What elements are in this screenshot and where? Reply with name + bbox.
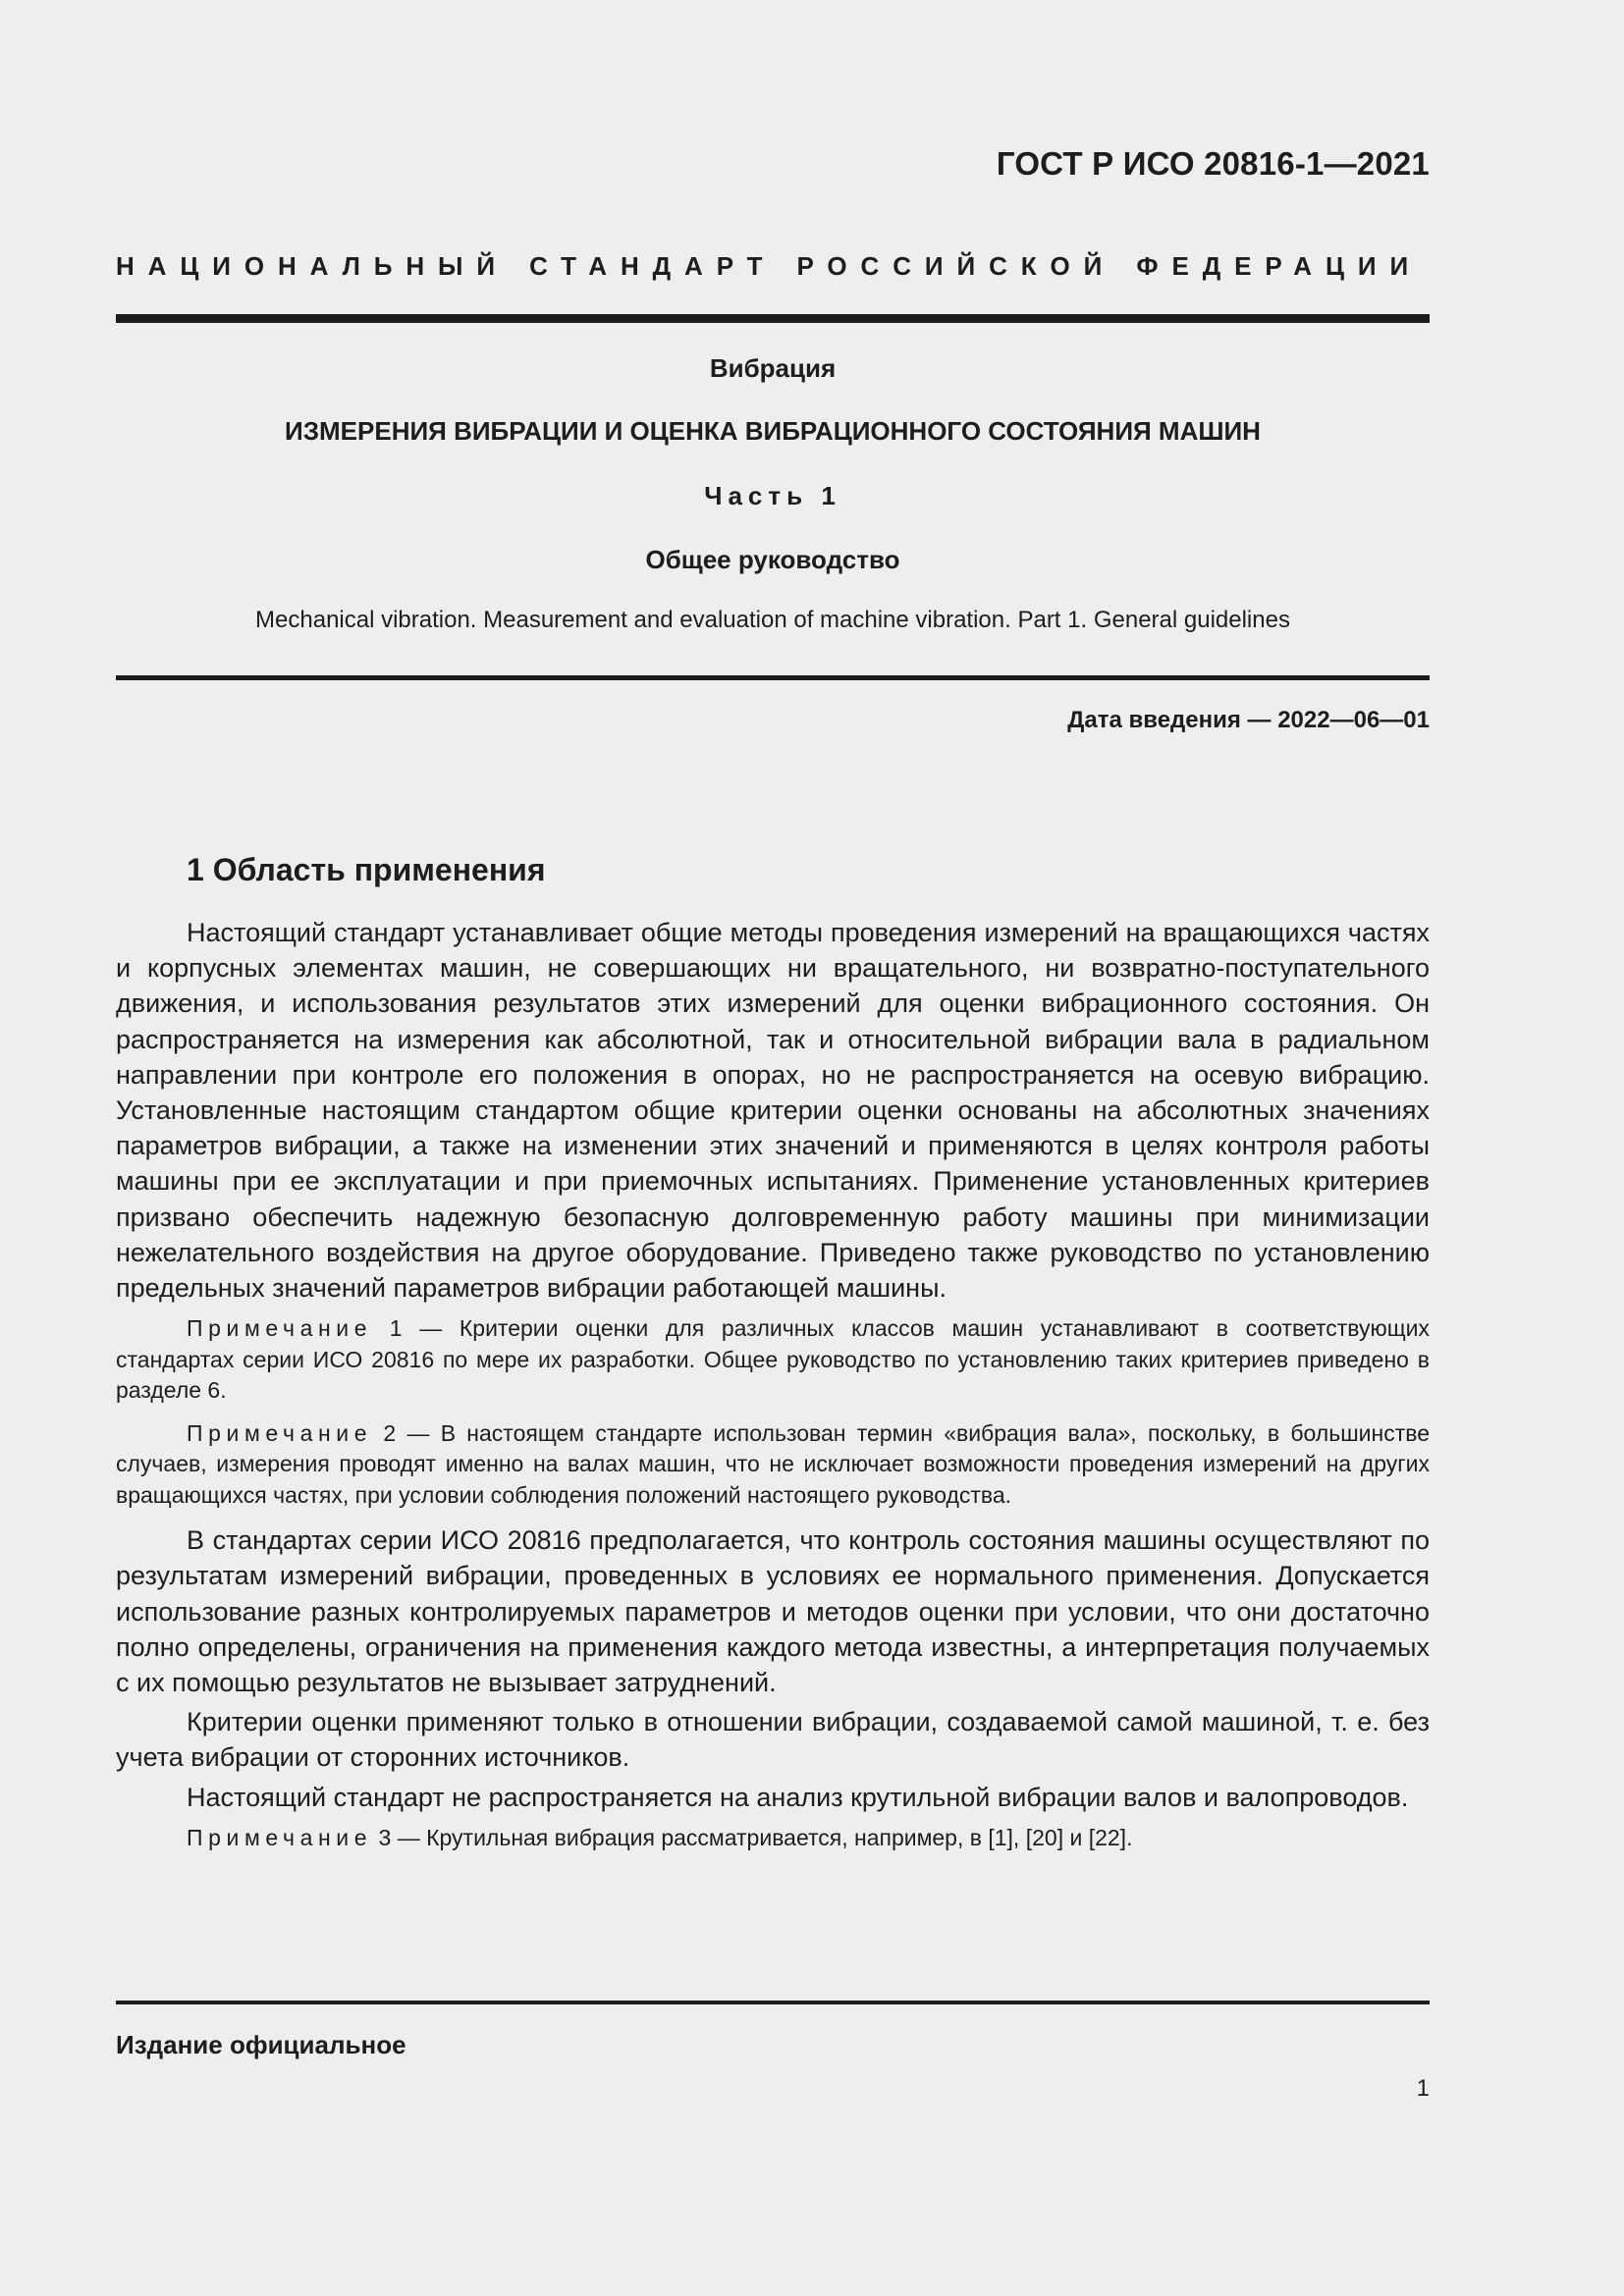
note-label: Примечание — [187, 1824, 373, 1850]
note-3 — [116, 1823, 1430, 1854]
note-text: 3 — Крутильная вибрация рассматривается, например, в [1], [20] и [22]. — [372, 1824, 1133, 1850]
title-main: ИЗМЕРЕНИЯ ВИБРАЦИИ И ОЦЕНКА ВИБРАЦИОННОГО СОСТОЯНИЯ МАШИН — [285, 416, 1261, 446]
note-label: Примечание — [187, 1315, 373, 1342]
note-text: 2 — В настоящем стандарте использован термин «вибрация вала», поскольку, в большинстве случаев, измерения проводят именно на валах машин, что не исключает возможности проведения измерений на других вращающихся частях, при условии соблюдения положений настоящего руководства. — [116, 1419, 1430, 1508]
body-paragraph: В стандартах серии ИСО 20816 предполагается, что контроль состояния машины осуществляют по результатам измерений вибрации, проведенных в условиях ее нормального применения. Допускается использование разных контролируемых параметров и методов оценки при условии, что они достаточно полно определены, ограничения на применения каждого метода известны, а интерпретация получаемых с их помощью результатов не вызывает затруднений. — [116, 1525, 1430, 1698]
official-edition-label: Издание официальное — [116, 2030, 406, 2059]
title-english: Mechanical vibration. Measurement and evaluation of machine vibration. Part 1. General guidelines — [255, 607, 1290, 633]
page-number: 1 — [1416, 2075, 1430, 2102]
document-number: ГОСТ Р ИСО 20816-1—2021 — [996, 145, 1430, 182]
body-paragraph: Настоящий стандарт устанавливает общие методы проведения измерений на вращающихся частях и корпусных элементах машин, не совершающих ни вращательного, ни возвратно-поступательного движения, и использования результатов этих измерений для оценки вибрационного состояния. Он распространяется на измерения как абсолютной, так и относительной вибрации вала в радиальном направлении при контроле его положения в опорах, но не распространяется на осевую вибрацию. Установленные настоящим стандартом общие критерии оценки основаны на абсолютных значениях параметров вибрации, а также на изменении этих значений и применяются в целях контроля работы машины при ее эксплуатации и при приемочных испытаниях. Применение установленных критериев призвано обеспечить надежную безопасную долговременную работу машины при минимизации нежелательного воздействия на другое оборудование. Приведено также руководство по установлению предельных значений параметров вибрации работающей машины. — [116, 918, 1430, 1304]
section-body — [116, 915, 1430, 1853]
introduction-date: Дата введения — 2022—06—01 — [1067, 707, 1430, 733]
title-subtitle: Общее руководство — [645, 545, 900, 574]
section-heading: 1 Область применения — [187, 852, 546, 887]
note-1 — [116, 1313, 1430, 1407]
note-label: Примечание — [187, 1419, 373, 1446]
national-standard-header: НАЦИОНАЛЬНЫЙ СТАНДАРТ РОССИЙСКОЙ ФЕДЕРАЦИИ — [116, 251, 1423, 281]
body-paragraph: Критерии оценки применяют только в отношении вибрации, создаваемой самой машиной, т. е. без учета вибрации от сторонних источников. — [116, 1707, 1430, 1773]
note-2 — [116, 1418, 1430, 1512]
footer-divider — [116, 2001, 1430, 2004]
title-divider — [116, 675, 1430, 680]
title-part: Часть 1 — [704, 481, 841, 510]
body-paragraph: Настоящий стандарт не распространяется на анализ крутильной вибрации валов и валопроводов. — [187, 1782, 1409, 1812]
header-divider — [116, 314, 1430, 323]
note-text: 1 — Критерии оценки для различных классов машин устанавливают в соответствующих стандартах серии ИСО 20816 по мере их разработки. Общее руководство по установлению таких критериев приведено в разделе 6. — [116, 1315, 1430, 1404]
title-subject: Вибрация — [709, 353, 837, 383]
